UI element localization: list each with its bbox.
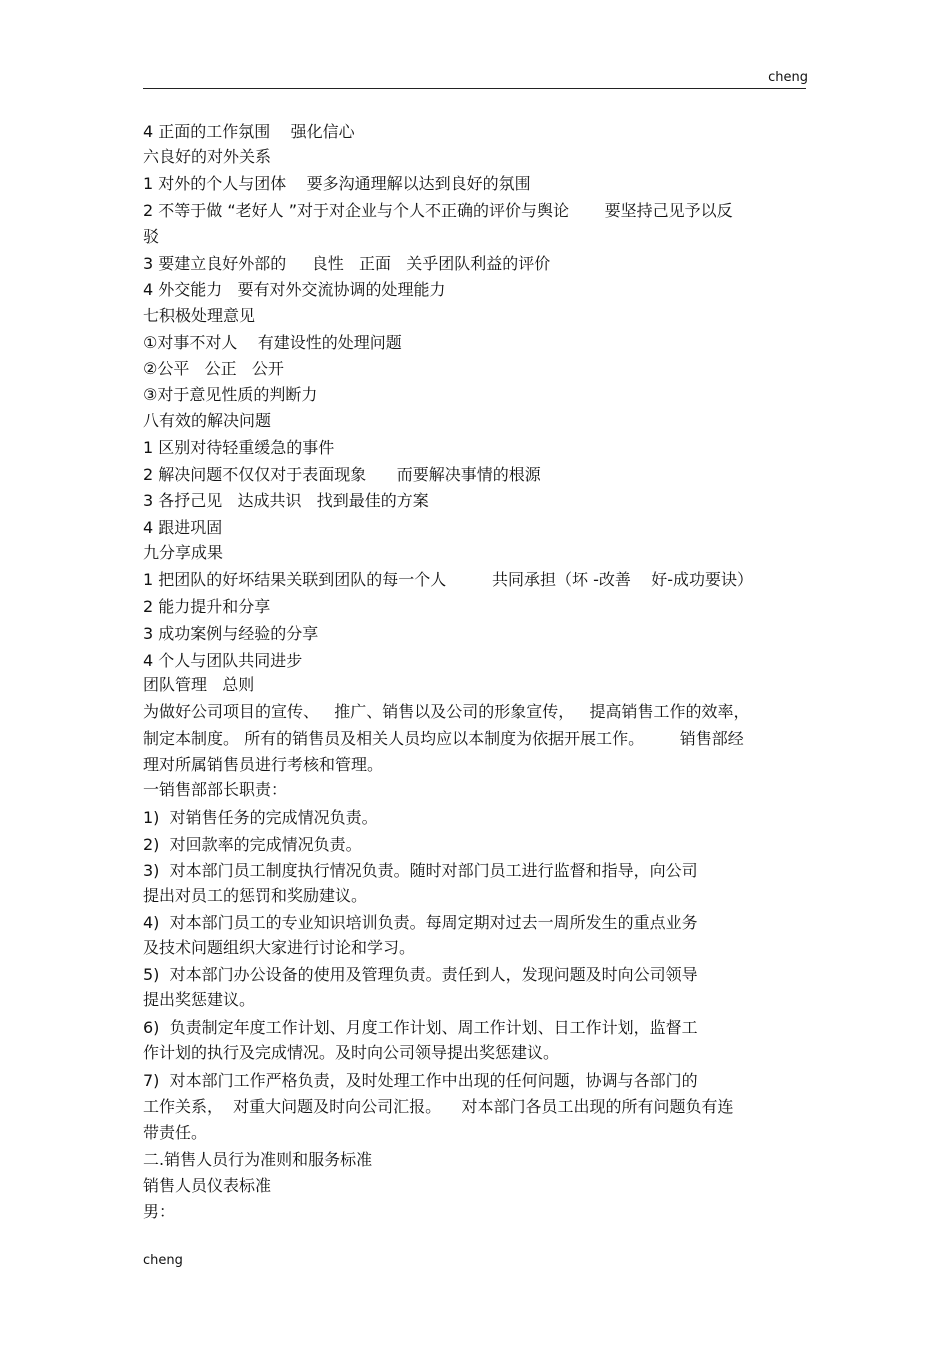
text-line: 7) 对本部门工作严格负责，及时处理工作中出现的任何问题，协调与各部门的 bbox=[143, 1071, 698, 1090]
section-heading: 七积极处理意见 bbox=[143, 306, 256, 325]
text-line: 3 成功案例与经验的分享 bbox=[143, 624, 319, 643]
text-line: ①对事不对人 有建设性的处理问题 bbox=[143, 333, 402, 352]
text-line: 4 跟进巩固 bbox=[143, 518, 223, 537]
text-line: 1 区别对待轻重缓急的事件 bbox=[143, 438, 335, 457]
page-header: cheng bbox=[768, 70, 808, 85]
text-line: ③对于意见性质的判断力 bbox=[143, 385, 318, 404]
text-line: 销售人员仪表标准 bbox=[143, 1176, 272, 1195]
text-line: 提出对员工的惩罚和奖励建议。 bbox=[143, 886, 368, 905]
text-line: 3 要建立良好外部的 良性 正面 关乎团队利益的评价 bbox=[143, 254, 551, 273]
text-line: 2 能力提升和分享 bbox=[143, 597, 271, 616]
text-line: 2 不等于做 “老好人 ”对于对企业与个人不正确的评价与舆论 要坚持己见予以反 bbox=[143, 201, 733, 220]
section-heading: 团队管理 总则 bbox=[143, 675, 255, 694]
section-heading: 六良好的对外关系 bbox=[143, 147, 272, 166]
text-line: 制定本制度。 所有的销售员及相关人员均应以本制度为依据开展工作。 销售部经 bbox=[143, 729, 744, 748]
text-line: 3) 对本部门员工制度执行情况负责。随时对部门员工进行监督和指导，向公司 bbox=[143, 861, 698, 880]
text-line: 1 把团队的好坏结果关联到团队的每一个人 共同承担（坏 -改善 好-成功要诀） bbox=[143, 570, 754, 589]
text-line: 4 正面的工作氛围 强化信心 bbox=[143, 122, 355, 141]
text-line: 4 个人与团队共同进步 bbox=[143, 651, 303, 670]
text-line: 工作关系， 对重大问题及时向公司汇报。 对本部门各员工出现的所有问题负有连 bbox=[143, 1097, 734, 1116]
text-line: 3 各抒己见 达成共识 找到最佳的方案 bbox=[143, 491, 429, 510]
text-line: 及技术问题组织大家进行讨论和学习。 bbox=[143, 938, 416, 957]
text-line: 1 对外的个人与团体 要多沟通理解以达到良好的氛围 bbox=[143, 174, 531, 193]
text-line: 4) 对本部门员工的专业知识培训负责。每周定期对过去一周所发生的重点业务 bbox=[143, 913, 698, 932]
text-line: 驳 bbox=[143, 227, 160, 246]
text-line: 男： bbox=[143, 1202, 176, 1221]
text-line: ②公平 公正 公开 bbox=[143, 359, 284, 378]
text-line: 2 解决问题不仅仅对于表面现象 而要解决事情的根源 bbox=[143, 465, 541, 484]
text-line: 2) 对回款率的完成情况负责。 bbox=[143, 835, 362, 854]
text-line: 4 外交能力 要有对外交流协调的处理能力 bbox=[143, 280, 446, 299]
text-line: 6) 负责制定年度工作计划、月度工作计划、周工作计划、日工作计划，监督工 bbox=[143, 1018, 698, 1037]
section-heading: 一销售部部长职责： bbox=[143, 780, 288, 799]
text-line: 提出奖惩建议。 bbox=[143, 990, 256, 1009]
text-line: 1) 对销售任务的完成情况负责。 bbox=[143, 808, 378, 827]
text-line: 作计划的执行及完成情况。及时向公司领导提出奖惩建议。 bbox=[143, 1043, 560, 1062]
text-line: 带责任。 bbox=[143, 1123, 208, 1142]
text-line: 5) 对本部门办公设备的使用及管理负责。责任到人，发现问题及时向公司领导 bbox=[143, 965, 698, 984]
text-line: 为做好公司项目的宣传、 推广、销售以及公司的形象宣传， 提高销售工作的效率， bbox=[143, 702, 750, 721]
page-footer: cheng bbox=[143, 1253, 183, 1268]
text-line: 理对所属销售员进行考核和管理。 bbox=[143, 755, 384, 774]
section-heading: 二.销售人员行为准则和服务标准 bbox=[143, 1150, 373, 1169]
section-heading: 九分享成果 bbox=[143, 543, 224, 562]
header-divider bbox=[143, 88, 806, 89]
section-heading: 八有效的解决问题 bbox=[143, 411, 272, 430]
